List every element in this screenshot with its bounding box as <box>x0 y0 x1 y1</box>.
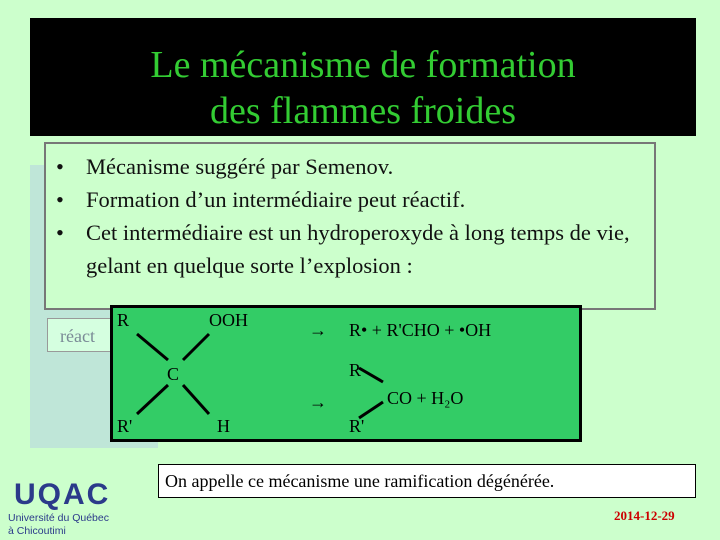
title-bar <box>30 18 696 136</box>
mechanism-diagram <box>110 305 582 442</box>
arrow-icon: → <box>309 320 327 340</box>
title-line-2: des flammes froides <box>209 90 517 132</box>
substituent-ooh: OOH <box>209 310 248 330</box>
bullet-item <box>56 150 646 183</box>
pathway2-products: CO + H₂O <box>387 388 464 408</box>
bullet-item <box>56 216 646 282</box>
logo-name: UQAC <box>14 478 111 511</box>
central-carbon: C <box>167 364 180 384</box>
bullet-list <box>44 142 656 310</box>
logo-subtitle-2: à Chicoutimi <box>8 525 66 537</box>
logo-subtitle-1: Université du Québec <box>8 512 109 524</box>
bullet-text: Formation d’un intermédiaire peut réactif. <box>86 187 466 212</box>
pathway2-r-prime: R' <box>349 416 365 436</box>
bullet-icon: • <box>56 220 64 245</box>
slide-date: 2014-12-29 <box>614 508 675 523</box>
pathway2-r: R <box>349 360 362 380</box>
bullet-text: Cet intermédiaire est un hydroperoxyde à long temps de vie, gelant en quelque sorte l’explosion : <box>86 220 630 278</box>
slide-title <box>30 42 696 134</box>
background-label: réact <box>47 318 115 352</box>
substituent-h: H <box>217 416 230 436</box>
bullet-icon: • <box>56 187 64 212</box>
substituent-r: R <box>117 310 130 330</box>
arrow-icon: → <box>309 392 327 412</box>
footnote-box: On appelle ce mécanisme une ramification dégénérée. <box>158 464 696 498</box>
bullet-icon: • <box>56 154 64 179</box>
bullet-text: Mécanisme suggéré par Semenov. <box>86 154 394 179</box>
title-line-1: Le mécanisme de formation <box>150 44 576 86</box>
bullet-item <box>56 183 646 216</box>
substituent-r-prime: R' <box>117 416 133 436</box>
pathway1-products: R• + R'CHO + •OH <box>349 320 492 340</box>
uqac-logo <box>0 474 120 540</box>
